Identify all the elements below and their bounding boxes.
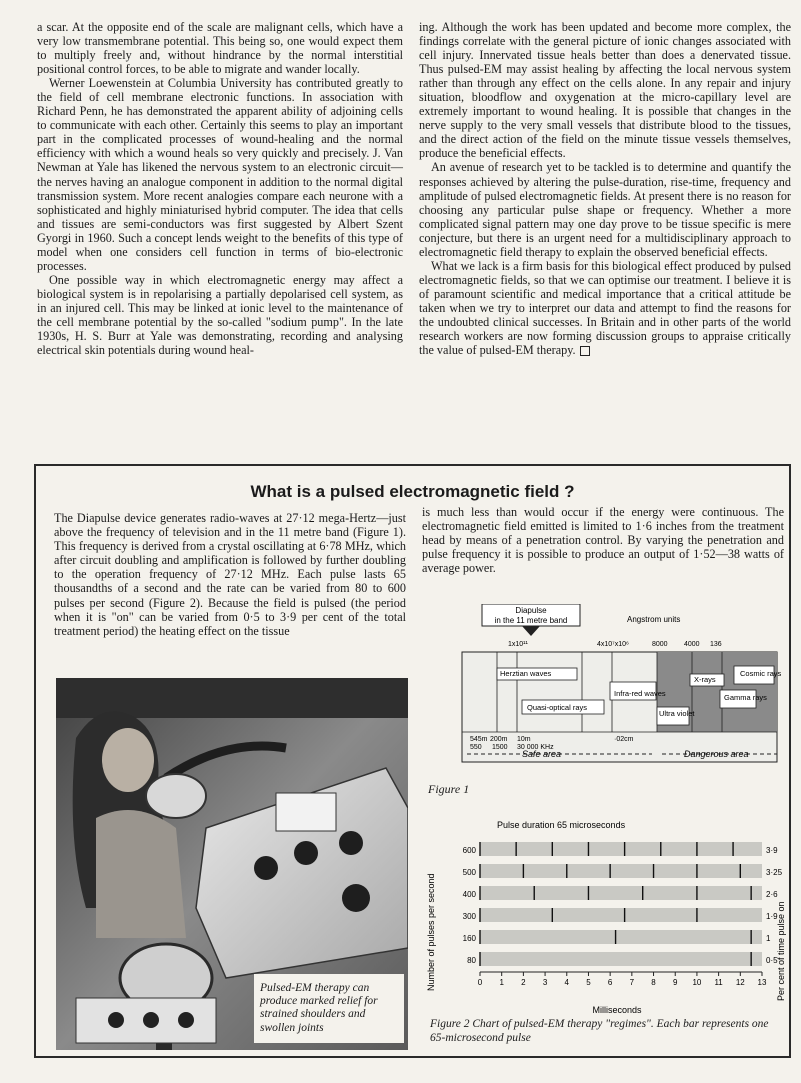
row-band: [480, 952, 762, 966]
row-label-percent: 1: [766, 934, 771, 943]
x-tick-label: 0: [477, 978, 483, 987]
x-tick-label: 1: [499, 978, 504, 987]
feature-title: What is a pulsed electromagnetic field ?: [250, 482, 575, 501]
row-label-percent: 3·9: [766, 846, 778, 855]
figure2-caption: Figure 2 Chart of pulsed-EM therapy "regimes". Each bar represents one 65-microsecond pulse: [430, 1018, 769, 1044]
feature-right-text: is much less than would occur if the energy were continuous. The electromagnetic field emitted is limited to 1·6 inches from the treatment head by means of a penetration control. By varying the penetration and pulse frequency it is possible to produce an output of 1·52—38 watts of average power.: [422, 505, 784, 576]
top-tick-label: 1x10¹¹: [508, 641, 528, 648]
article-left-column: [37, 20, 403, 357]
article-paragraph: What we lack is a firm basis for this biological effect produced by pulsed electromagnetic fields, so that we can optimise our treatment. I believe it is of paramount scientific and medical importance that a critical attitude be taken when we try to interpret our data and attempt to find the reasons for the undoubted clinical successes. In Britain and in other parts of the world research workers are now forming discussion groups to appraise critically the value of pulsed-EM therapy.: [419, 258, 791, 358]
article-paragraph: An avenue of research yet to be tackled is to determine and quantify the responses achieved by altering the pulse-duration, rise-time, frequency and amplitude of pulsed electromagnetic fields. At present there is no reason for choosing any particular pulse shape or frequency. Whether a more complicated signal pattern may one day prove to be tissue specific is mere conjecture, but there is an urgent need for a multidisciplinary approach to electromagnetic field therapy to explain the observed beneficial effects.: [419, 160, 791, 259]
x-tick-label: 9: [673, 978, 678, 987]
article-paragraph: Werner Loewenstein at Columbia University has contributed greatly to the field of cell membrane electronic functions. In association with Richard Penn, he has demonstrated the apparent ability of adjoining cells to communicate with each other. Certainly this seems to play an important part in the complicated processes of wound-healing and the normal efficiency with which a wound heals so very quickly and precisely. J. Van Newman at Yale has likened the nervous system to an electronic circuit—the nerves having an analogue component in addition to the normal digital transmission system. More recent analogies compare each neurone with a sophisticated and highly miniaturised hybrid computer. The idea that cells and tissues are semi-conductors was first suggested by Albert Szent Gyorgi in 1960. Such a concept lends weight to the benefits of this type of model when one considers cell function in terms of bio-electronic processes.: [37, 76, 403, 273]
bottom-tick-label: 1500: [492, 744, 508, 751]
top-tick-label: 4x10⁷x10⁶: [597, 641, 629, 648]
bottom-tick-label: 10m: [517, 736, 531, 743]
row-band: [480, 842, 762, 856]
bottom-tick-label: 200m: [490, 736, 508, 743]
row-label-pps: 80: [467, 956, 476, 965]
figure1-label: Figure 1: [428, 782, 470, 796]
x-tick-label: 12: [735, 978, 745, 987]
row-label-pps: 400: [462, 890, 476, 899]
row-label-percent: 1·9: [766, 912, 778, 921]
article-paragraph: One possible way in which electromagnetic energy may affect a biological system is in repolarising a partially depolarised cell system, as in an injured cell. This may be linked at ionic level to the maintenance of the cell membrane potential by the so-called "sodium pump". In the late 1930s, H. S. Burr at Yale was demonstrating, recording and analysing electrical skin potentials during wound heal-: [37, 272, 403, 358]
bottom-tick-label: 550: [470, 744, 482, 751]
diapulse-label-2: in the 11 metre band: [494, 616, 568, 625]
row-band: [480, 930, 762, 944]
chart-x-axis: [478, 972, 767, 987]
x-tick-label: 6: [607, 978, 613, 987]
feature-box: [34, 464, 791, 1058]
band-label: Ultra violet: [659, 709, 695, 718]
safe-area-label: Safe area: [522, 749, 562, 759]
x-tick-label: 7: [629, 978, 635, 987]
diapulse-label-1: Diapulse: [515, 606, 547, 615]
x-tick-label: 13: [757, 978, 767, 987]
article-paragraph: a scar. At the opposite end of the scale are malignant cells, which have a very low transmembrane potential. This being so, one would expect them to multiply freely and, without hindrance by the normal interstitial positional control forces, to be able to migrate and wander locally.: [37, 20, 403, 77]
top-tick-label: 136: [710, 641, 722, 648]
row-label-pps: 300: [462, 912, 476, 921]
x-tick-label: 2: [521, 978, 526, 987]
photo-caption: Pulsed-EM therapy can produce marked relief for strained shoulders and swollen joints: [254, 974, 404, 1043]
chart-rows: [463, 842, 783, 966]
band-label: X-rays: [694, 675, 716, 684]
top-ticks: [508, 641, 722, 648]
band-label: Quasi-optical rays: [527, 703, 588, 712]
x-tick-label: 5: [586, 978, 591, 987]
bottom-tick-label: 545m: [470, 736, 488, 743]
x-tick-label: 4: [564, 978, 569, 987]
x-tick-label: 8: [651, 978, 656, 987]
row-label-pps: 600: [462, 846, 476, 855]
x-tick-label: 3: [542, 978, 548, 987]
therapy-photo: [56, 678, 408, 1050]
top-tick-label: 4000: [684, 641, 700, 648]
chart-title: Pulse duration 65 microseconds: [497, 820, 626, 830]
row-label-percent: 0·5: [766, 956, 778, 965]
chart-xlabel: Milliseconds: [592, 1005, 642, 1015]
article-paragraph: ing. Although the work has been updated and become more complex, the findings correlate with the general picture of ionic changes associated with cell injury. Innervated tissue heals better than does a denervated tissue. Thus pulsed-EM may assist healing by affecting the local nervous system rather than through any effect on the cells alone. In any repair and injury situation, bloodflow and oxygenation at the micro-capillary level are extremely important to wound healing. It is possible that changes in the nerve supply to the very small vessels that distribute blood to the tissues, and the direct action of the field on the minute tissue vessels themselves, produce the beneficial effects.: [419, 20, 791, 161]
x-tick-label: 10: [692, 978, 702, 987]
band-label: Gamma rays: [724, 693, 767, 702]
bottom-tick-label: ·02cm: [614, 736, 634, 743]
row-label-pps: 500: [462, 868, 476, 877]
row-label-percent: 3·25: [766, 868, 783, 877]
row-band: [480, 908, 762, 922]
dangerous-area-label: Dangerous area: [684, 749, 749, 759]
end-mark-icon: [580, 346, 590, 356]
chart-ylabel: Number of pulses per second: [426, 873, 436, 991]
row-label-percent: 2·6: [766, 890, 778, 899]
bottom-tick-label: 30 000 KHz: [517, 744, 554, 751]
row-label-pps: 160: [462, 934, 476, 943]
top-tick-label: 8000: [652, 641, 668, 648]
band-label: Infra-red waves: [614, 689, 666, 698]
row-band: [480, 886, 762, 900]
band-label: Cosmic rays: [740, 669, 782, 678]
chart-ylabel-right: Per cent of time pulse on: [776, 901, 786, 1001]
row-band: [480, 864, 762, 878]
x-tick-label: 11: [714, 978, 723, 987]
band-label: Herztian waves: [500, 669, 552, 678]
angstrom-label: Angstrom units: [627, 615, 681, 624]
figure2-chart: [422, 816, 792, 1016]
feature-left-text: The Diapulse device generates radio-waves at 27·12 mega-Hertz—just above the frequency of television and in the 11 metre band (Figure 1). This frequency is derived from a crystal oscillating at 6·78 MHz, which after circuit doubling and amplification is followed by further doubling to the operation frequency of 27·12 MHz. Each pulse lasts 65 thousandths of a second and the rate can be varied from 80 to 600 pulses per second (Figure 2). Because the field is pulsed (the period when it is "on" can be varied from 0·5 to 3·9 per cent of the total treatment period) the heating effect on the tissue: [54, 511, 406, 638]
article-right-column: [419, 20, 791, 357]
figure1-spectrum: [422, 604, 782, 779]
